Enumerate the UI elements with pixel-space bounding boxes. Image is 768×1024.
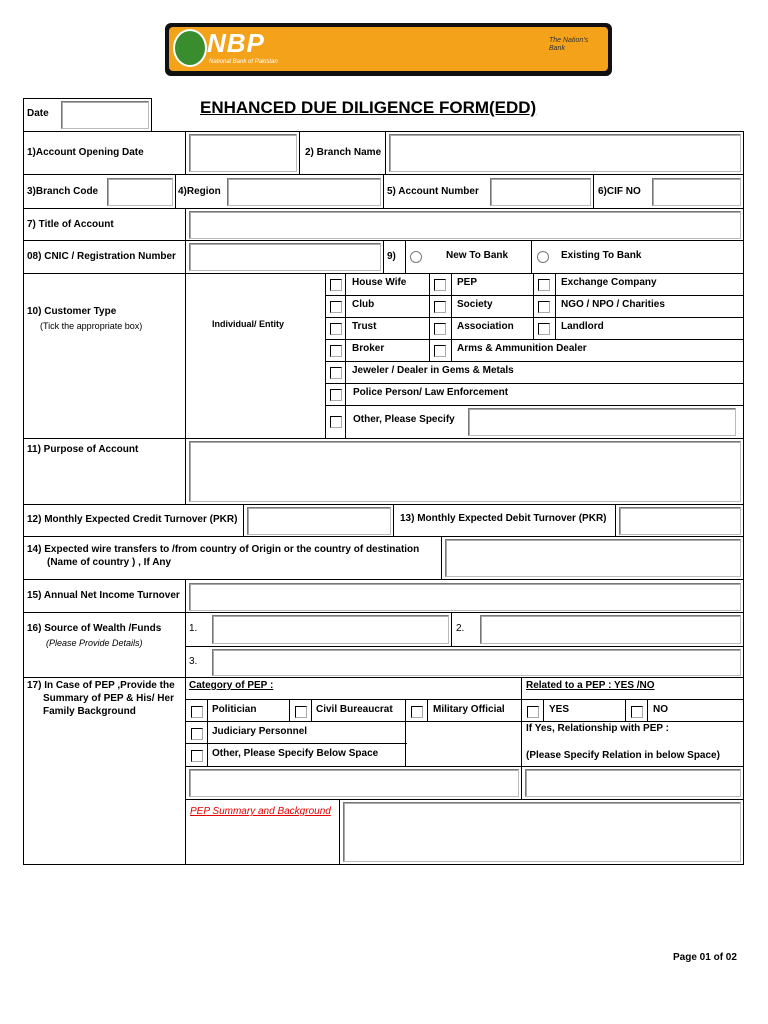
exchange-company-label: Exchange Company bbox=[561, 277, 657, 288]
relationship-label: If Yes, Relationship with PEP : bbox=[526, 723, 669, 734]
ngo-label: NGO / NPO / Charities bbox=[561, 299, 665, 310]
broker-label: Broker bbox=[352, 343, 385, 354]
region-label: 4)Region bbox=[178, 186, 221, 197]
pep-summary-field[interactable] bbox=[343, 802, 741, 862]
account-opening-date-label: 1)Account Opening Date bbox=[27, 147, 144, 158]
yes-checkbox[interactable] bbox=[527, 706, 539, 718]
wealth-num-1: 1. bbox=[189, 623, 198, 634]
debit-turnover-label: 13) Monthly Expected Debit Turnover (PKR) bbox=[400, 513, 607, 524]
broker-checkbox[interactable] bbox=[330, 345, 342, 357]
wealth-num-2: 2. bbox=[456, 623, 465, 634]
pep-case-line3: Family Background bbox=[43, 706, 136, 717]
new-to-bank-label: New To Bank bbox=[446, 250, 509, 261]
club-checkbox[interactable] bbox=[330, 301, 342, 313]
customer-type-hint: (Tick the appropriate box) bbox=[40, 321, 143, 331]
branch-name-field[interactable] bbox=[389, 134, 741, 172]
no-label: NO bbox=[653, 704, 668, 715]
wealth-hint: (Please Provide Details) bbox=[46, 638, 143, 648]
police-label: Police Person/ Law Enforcement bbox=[353, 387, 509, 398]
society-checkbox[interactable] bbox=[434, 301, 446, 313]
other-type-checkbox[interactable] bbox=[330, 416, 342, 428]
account-opening-date-field[interactable] bbox=[189, 134, 297, 172]
landlord-label: Landlord bbox=[561, 321, 604, 332]
wealth-label: 16) Source of Wealth /Funds bbox=[27, 623, 162, 634]
related-pep-label: Related to a PEP : YES /NO bbox=[526, 680, 655, 691]
branch-name-label: 2) Branch Name bbox=[305, 147, 382, 158]
customer-type-label: 10) Customer Type bbox=[27, 306, 117, 317]
wealth-num-3: 3. bbox=[189, 656, 198, 667]
title-of-account-label: 7) Title of Account bbox=[27, 219, 114, 230]
politician-checkbox[interactable] bbox=[191, 706, 203, 718]
pep-relation-field[interactable] bbox=[525, 769, 741, 797]
date-label: Date bbox=[27, 108, 49, 119]
account-number-field[interactable] bbox=[490, 178, 591, 206]
cif-label: 6)CIF NO bbox=[598, 186, 641, 197]
arms-dealer-label: Arms & Ammunition Dealer bbox=[457, 343, 587, 354]
logo-subtext: National Bank of Pakistan bbox=[209, 59, 278, 65]
association-label: Association bbox=[457, 321, 514, 332]
yes-label: YES bbox=[549, 704, 570, 715]
pep-checkbox[interactable] bbox=[434, 279, 446, 291]
form-title: ENHANCED DUE DILIGENCE FORM(EDD) bbox=[200, 98, 537, 117]
other-pep-label: Other, Please Specify Below Space bbox=[212, 748, 379, 759]
house-wife-label: House Wife bbox=[352, 277, 407, 288]
existing-to-bank-label: Existing To Bank bbox=[561, 250, 642, 261]
trust-checkbox[interactable] bbox=[330, 323, 342, 335]
branch-code-field[interactable] bbox=[107, 178, 173, 206]
debit-turnover-field[interactable] bbox=[619, 507, 741, 535]
landlord-checkbox[interactable] bbox=[538, 323, 550, 335]
jeweler-label: Jeweler / Dealer in Gems & Metals bbox=[352, 365, 514, 376]
club-label: Club bbox=[352, 299, 375, 310]
tagline: The Nation's Bank bbox=[549, 37, 589, 52]
q9-label: 9) bbox=[387, 251, 396, 262]
military-official-checkbox[interactable] bbox=[411, 706, 423, 718]
income-label: 15) Annual Net Income Turnover bbox=[27, 590, 180, 601]
other-type-field[interactable] bbox=[468, 408, 736, 436]
wealth-field-1[interactable] bbox=[212, 615, 449, 644]
wire-label-line2: (Name of country ) , If Any bbox=[47, 557, 172, 568]
ngo-checkbox[interactable] bbox=[538, 301, 550, 313]
judiciary-label: Judiciary Personnel bbox=[212, 726, 308, 737]
pep-other-field[interactable] bbox=[189, 769, 519, 797]
region-field[interactable] bbox=[227, 178, 381, 206]
military-official-label: Military Official bbox=[433, 704, 505, 715]
wire-label-line1: 14) Expected wire transfers to /from country of Origin or the country of destination bbox=[27, 544, 420, 555]
wealth-field-3[interactable] bbox=[212, 649, 741, 676]
specify-relation-label: (Please Specify Relation in below Space) bbox=[526, 750, 720, 761]
society-label: Society bbox=[457, 299, 493, 310]
credit-turnover-label: 12) Monthly Expected Credit Turnover (PKR) bbox=[27, 514, 238, 525]
police-checkbox[interactable] bbox=[330, 389, 342, 401]
pep-summary-label: PEP Summary and Background bbox=[190, 806, 331, 817]
other-type-label: Other, Please Specify bbox=[353, 414, 455, 425]
purpose-label: 11) Purpose of Account bbox=[27, 444, 139, 455]
civil-bureaucrat-checkbox[interactable] bbox=[295, 706, 307, 718]
individual-entity-label: Individual/ Entity bbox=[212, 319, 285, 329]
exchange-company-checkbox[interactable] bbox=[538, 279, 550, 291]
wealth-field-2[interactable] bbox=[480, 615, 741, 644]
nbp-logo bbox=[165, 23, 612, 76]
nbp-emblem-icon bbox=[173, 29, 207, 67]
civil-bureaucrat-label: Civil Bureaucrat bbox=[316, 704, 393, 715]
page-number: Page 01 of 02 bbox=[673, 952, 737, 963]
jeweler-checkbox[interactable] bbox=[330, 367, 342, 379]
other-pep-checkbox[interactable] bbox=[191, 750, 203, 762]
credit-turnover-field[interactable] bbox=[247, 507, 391, 535]
purpose-field[interactable] bbox=[189, 441, 741, 502]
house-wife-checkbox[interactable] bbox=[330, 279, 342, 291]
logo-text: NBP bbox=[207, 28, 265, 58]
pep-case-line2: Summary of PEP & His/ Her bbox=[43, 693, 174, 704]
cif-field[interactable] bbox=[652, 178, 741, 206]
income-field[interactable] bbox=[189, 583, 741, 611]
date-field[interactable] bbox=[61, 101, 149, 129]
politician-label: Politician bbox=[212, 704, 257, 715]
association-checkbox[interactable] bbox=[434, 323, 446, 335]
judiciary-checkbox[interactable] bbox=[191, 728, 203, 740]
pep-label: PEP bbox=[457, 277, 478, 288]
existing-to-bank-radio[interactable] bbox=[537, 251, 549, 263]
cnic-field[interactable] bbox=[189, 243, 381, 271]
account-number-label: 5) Account Number bbox=[387, 186, 479, 197]
cnic-label: 08) CNIC / Registration Number bbox=[27, 251, 176, 262]
new-to-bank-radio[interactable] bbox=[410, 251, 422, 263]
wire-transfers-field[interactable] bbox=[445, 539, 741, 577]
pep-case-line1: 17) In Case of PEP ,Provide the bbox=[27, 680, 175, 691]
arms-dealer-checkbox[interactable] bbox=[434, 345, 446, 357]
pep-category-label: Category of PEP : bbox=[189, 680, 274, 691]
no-checkbox[interactable] bbox=[631, 706, 643, 718]
trust-label: Trust bbox=[352, 321, 377, 332]
branch-code-label: 3)Branch Code bbox=[27, 186, 99, 197]
title-of-account-field[interactable] bbox=[189, 211, 741, 239]
